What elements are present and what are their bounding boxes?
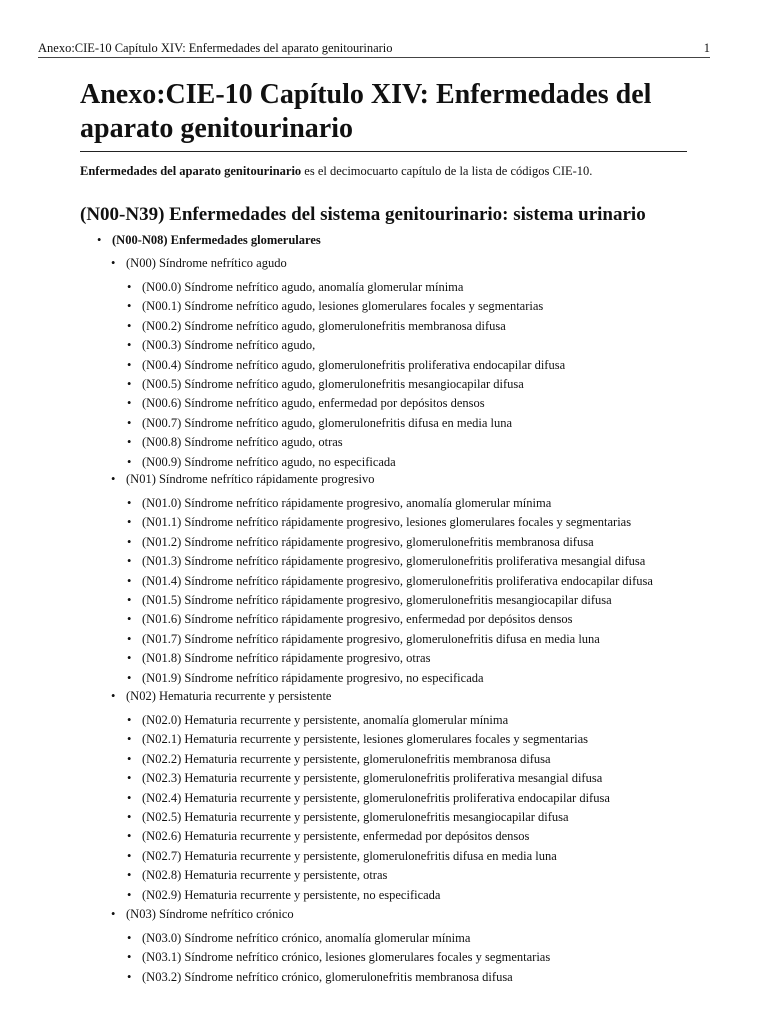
- list-item-text: (N02.2) Hematuria recurrente y persistente, glomerulonefritis membranosa difusa: [142, 751, 551, 766]
- list-item-text: (N02.5) Hematuria recurrente y persistente, glomerulonefritis mesangiocapilar difusa: [142, 810, 569, 824]
- subgroup-label: (N02) Hematuria recurrente y persistente: [126, 689, 332, 703]
- intro-paragraph: [80, 163, 700, 179]
- bullet-icon: •: [127, 396, 132, 411]
- bullet-icon: •: [127, 790, 132, 805]
- list-item-text: (N01.9) Síndrome nefrítico rápidamente progresivo, no especificada: [142, 670, 484, 685]
- bullet-icon: •: [127, 810, 132, 824]
- subgroup-label: (N00) Síndrome nefrítico agudo: [126, 256, 287, 270]
- bullet-icon: •: [127, 357, 132, 372]
- bullet-icon: •: [127, 496, 132, 510]
- list-item-text: (N00.0) Síndrome nefrítico agudo, anomalía glomerular mínima: [142, 280, 464, 294]
- list-item: [127, 337, 316, 353]
- list-item-text: (N02.6) Hematuria recurrente y persistente, enfermedad por depósitos densos: [142, 829, 530, 844]
- list-item: [127, 631, 600, 647]
- subgroup-item: [111, 688, 332, 704]
- bullet-icon: •: [127, 435, 132, 450]
- bullet-icon: •: [127, 318, 132, 333]
- list-item: [127, 867, 388, 883]
- list-item: [127, 712, 509, 728]
- list-item: [127, 828, 530, 844]
- list-item-text: (N02.8) Hematuria recurrente y persistente, otras: [142, 868, 388, 883]
- list-item: [127, 357, 566, 373]
- bullet-icon: •: [127, 454, 132, 469]
- bullet-icon: •: [127, 280, 132, 294]
- list-item-text: (N02.7) Hematuria recurrente y persistente, glomerulonefritis difusa en media luna: [142, 848, 557, 863]
- list-item-text: (N02.0) Hematuria recurrente y persistente, anomalía glomerular mínima: [142, 713, 509, 727]
- bullet-icon: •: [127, 969, 132, 984]
- list-item-text: (N01.3) Síndrome nefrítico rápidamente progresivo, glomerulonefritis proliferativa mesangial difusa: [142, 554, 646, 569]
- bullet-icon: •: [127, 651, 132, 666]
- page-number: 1: [703, 41, 710, 55]
- bullet-icon: •: [111, 256, 116, 270]
- list-item-text: (N01.6) Síndrome nefrítico rápidamente progresivo, enfermedad por depósitos densos: [142, 612, 573, 627]
- running-header: [38, 38, 710, 58]
- list-item: [127, 650, 431, 666]
- page-title-line-1: Anexo:CIE-10 Capítulo XIV: Enfermedades del: [80, 79, 652, 110]
- bullet-icon: •: [127, 338, 132, 353]
- list-item-text: (N00.2) Síndrome nefrítico agudo, glomerulonefritis membranosa difusa: [142, 318, 506, 333]
- bullet-icon: •: [127, 848, 132, 863]
- list-item: [127, 611, 573, 627]
- subgroup-item: [111, 471, 375, 487]
- list-item-text: (N01.5) Síndrome nefrítico rápidamente progresivo, glomerulonefritis mesangiocapilar difusa: [142, 593, 612, 607]
- list-item: [127, 553, 646, 569]
- list-item: [127, 731, 589, 747]
- list-item-text: (N03.1) Síndrome nefrítico crónico, lesiones glomerulares focales y segmentarias: [142, 950, 551, 965]
- bullet-icon: •: [111, 689, 116, 703]
- bullet-icon: •: [127, 751, 132, 766]
- bullet-icon: •: [127, 515, 132, 530]
- list-item: [127, 770, 603, 786]
- list-item-text: (N00.9) Síndrome nefrítico agudo, no especificada: [142, 454, 396, 469]
- bullet-icon: •: [127, 670, 132, 685]
- subgroup-item: [111, 255, 287, 271]
- list-item-text: (N01.1) Síndrome nefrítico rápidamente progresivo, lesiones glomerulares focales y segmentarias: [142, 515, 632, 530]
- list-item: [127, 376, 524, 392]
- bullet-icon: •: [127, 950, 132, 965]
- list-item: [127, 887, 441, 903]
- bullet-icon: •: [127, 887, 132, 902]
- bullet-icon: •: [127, 554, 132, 569]
- list-item-text: (N01.2) Síndrome nefrítico rápidamente progresivo, glomerulonefritis membranosa difusa: [142, 534, 594, 549]
- page-title-line-2: aparato genitourinario: [80, 113, 353, 144]
- intro-text: es el decimocuarto capítulo de la lista de códigos CIE-10.: [301, 164, 593, 178]
- list-item-text: (N01.7) Síndrome nefrítico rápidamente progresivo, glomerulonefritis difusa en media luna: [142, 631, 600, 646]
- list-item: [127, 318, 506, 334]
- intro-bold-term: Enfermedades del aparato genitourinario: [80, 164, 302, 178]
- bullet-icon: •: [127, 771, 132, 786]
- list-item-text: (N00.5) Síndrome nefrítico agudo, glomerulonefritis mesangiocapilar difusa: [142, 377, 524, 391]
- list-item-text: (N00.3) Síndrome nefrítico agudo,: [142, 338, 316, 353]
- list-item: [127, 279, 464, 295]
- list-item: [127, 969, 513, 985]
- bullet-icon: •: [127, 829, 132, 844]
- bullet-icon: •: [97, 233, 102, 247]
- list-item-text: (N00.6) Síndrome nefrítico agudo, enfermedad por depósitos densos: [142, 396, 485, 411]
- subgroup-item: [111, 906, 294, 922]
- running-header-title: Anexo:CIE-10 Capítulo XIV: Enfermedades del aparato genitourinario: [38, 41, 393, 55]
- list-item: [127, 751, 551, 767]
- list-item: [127, 395, 485, 411]
- bullet-icon: •: [127, 868, 132, 883]
- list-item-text: (N00.4) Síndrome nefrítico agudo, glomerulonefritis proliferativa endocapilar difusa: [142, 357, 566, 372]
- list-item: [127, 573, 653, 589]
- bullet-icon: •: [127, 415, 132, 430]
- page-title: [80, 78, 700, 146]
- list-item-text: (N01.4) Síndrome nefrítico rápidamente progresivo, glomerulonefritis proliferativa endocapilar difusa: [142, 573, 653, 588]
- bullet-icon: •: [127, 612, 132, 627]
- bullet-icon: •: [127, 931, 132, 945]
- bullet-icon: •: [127, 631, 132, 646]
- bullet-icon: •: [127, 573, 132, 588]
- list-item-text: (N02.9) Hematuria recurrente y persistente, no especificada: [142, 887, 441, 902]
- list-item-text: (N01.8) Síndrome nefrítico rápidamente progresivo, otras: [142, 651, 431, 666]
- bullet-icon: •: [111, 472, 116, 486]
- list-item-text: (N00.7) Síndrome nefrítico agudo, glomerulonefritis difusa en media luna: [142, 415, 513, 430]
- list-item-text: (N01.0) Síndrome nefrítico rápidamente progresivo, anomalía glomerular mínima: [142, 496, 552, 510]
- list-item: [127, 415, 513, 431]
- list-item: [127, 298, 544, 314]
- list-item: [127, 434, 343, 450]
- group-label: (N00-N08) Enfermedades glomerulares: [112, 233, 321, 247]
- list-item-text: (N02.3) Hematuria recurrente y persistente, glomerulonefritis proliferativa mesangial difusa: [142, 771, 603, 786]
- bullet-icon: •: [127, 377, 132, 391]
- bullet-icon: •: [127, 732, 132, 747]
- list-item-text: (N03.0) Síndrome nefrítico crónico, anomalía glomerular mínima: [142, 931, 471, 945]
- section-heading: (N00-N39) Enfermedades del sistema genitourinario: sistema urinario: [80, 204, 646, 225]
- list-item: [127, 809, 569, 825]
- bullet-icon: •: [127, 713, 132, 727]
- list-item: [127, 534, 594, 550]
- subgroup-label: (N03) Síndrome nefrítico crónico: [126, 907, 294, 921]
- list-item: [127, 790, 610, 806]
- list-item: [127, 930, 471, 946]
- bullet-icon: •: [127, 299, 132, 314]
- list-item: [127, 670, 484, 686]
- list-item: [127, 454, 396, 470]
- list-item-text: (N02.1) Hematuria recurrente y persistente, lesiones glomerulares focales y segmentarias: [142, 732, 589, 747]
- list-item-text: (N02.4) Hematuria recurrente y persistente, glomerulonefritis proliferativa endocapilar difusa: [142, 790, 610, 805]
- list-item-text: (N00.8) Síndrome nefrítico agudo, otras: [142, 435, 343, 450]
- list-item: [127, 495, 552, 511]
- list-item-text: (N03.2) Síndrome nefrítico crónico, glomerulonefritis membranosa difusa: [142, 969, 513, 984]
- bullet-icon: •: [127, 593, 132, 607]
- list-item: [127, 592, 612, 608]
- subgroup-label: (N01) Síndrome nefrítico rápidamente progresivo: [126, 472, 375, 486]
- list-item-text: (N00.1) Síndrome nefrítico agudo, lesiones glomerulares focales y segmentarias: [142, 299, 544, 314]
- bullet-icon: •: [111, 907, 116, 921]
- group-item: [97, 232, 321, 248]
- title-divider: [80, 151, 687, 152]
- bullet-icon: •: [127, 534, 132, 549]
- list-item: [127, 949, 551, 965]
- list-item: [127, 848, 557, 864]
- list-item: [127, 514, 632, 530]
